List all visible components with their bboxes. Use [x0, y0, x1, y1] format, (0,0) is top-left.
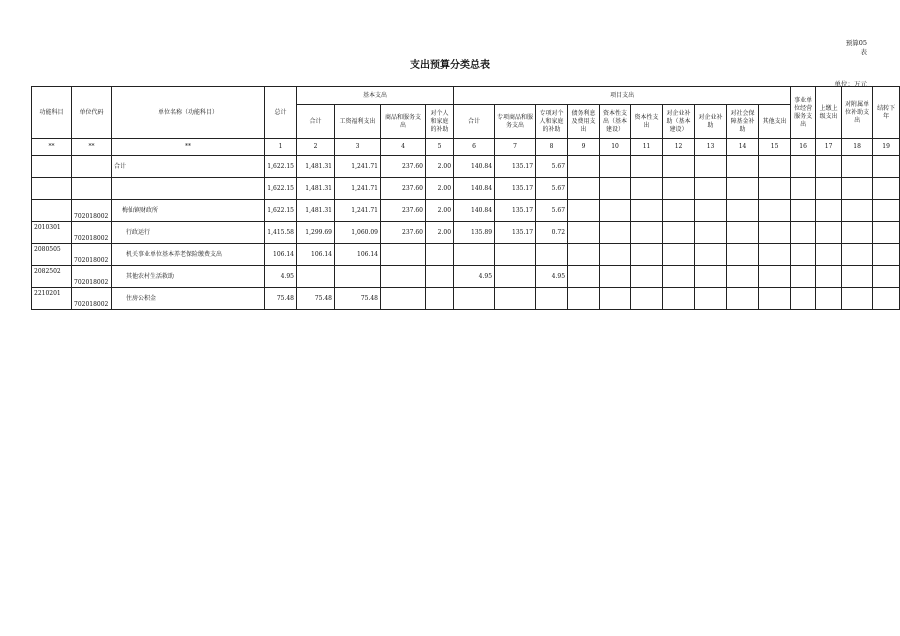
amount-cell	[759, 178, 791, 200]
unit-code-cell	[72, 178, 112, 200]
amount-cell	[631, 200, 663, 222]
amount-cell	[873, 200, 900, 222]
unit-name-cell: 梅仙镇财政所	[112, 200, 265, 222]
amount-cell	[695, 222, 727, 244]
header-project-personal: 专项对个人和家庭的补助	[536, 105, 568, 139]
amount-cell: 1,481.31	[297, 178, 335, 200]
unit-name-cell: 住房公积金	[112, 288, 265, 310]
column-number-cell: **	[112, 139, 265, 156]
amount-cell	[816, 156, 842, 178]
amount-cell: 1,241.71	[335, 178, 381, 200]
amount-cell	[600, 200, 631, 222]
amount-cell	[568, 244, 600, 266]
func-code-cell: 2210201	[32, 288, 72, 310]
column-number-cell: 14	[727, 139, 759, 156]
amount-cell	[568, 222, 600, 244]
header-project-other: 其他支出	[759, 105, 791, 139]
amount-cell	[297, 266, 335, 288]
form-code	[846, 39, 867, 57]
column-number-cell: 13	[695, 139, 727, 156]
amount-cell	[842, 288, 873, 310]
header-basic: 基本支出	[297, 87, 454, 105]
amount-cell: 1,241.71	[335, 156, 381, 178]
unit-code-cell: 702018002	[72, 222, 112, 244]
amount-cell	[759, 288, 791, 310]
amount-cell	[695, 288, 727, 310]
column-number-cell: 5	[426, 139, 454, 156]
amount-cell: 4.95	[454, 266, 495, 288]
column-number-cell: 18	[842, 139, 873, 156]
amount-cell: 2.00	[426, 156, 454, 178]
amount-cell	[663, 178, 695, 200]
amount-cell: 1,622.15	[265, 178, 297, 200]
amount-cell	[816, 178, 842, 200]
amount-cell	[663, 288, 695, 310]
amount-cell: 237.60	[381, 156, 426, 178]
amount-cell	[727, 178, 759, 200]
column-number-cell: 16	[791, 139, 816, 156]
table-row	[32, 288, 900, 310]
amount-cell	[873, 266, 900, 288]
amount-cell	[759, 200, 791, 222]
amount-cell	[727, 200, 759, 222]
amount-cell	[426, 288, 454, 310]
amount-cell: 135.17	[495, 178, 536, 200]
amount-cell	[663, 200, 695, 222]
unit-name-cell: 行政运行	[112, 222, 265, 244]
unit-name-cell: 合计	[112, 156, 265, 178]
column-number-cell: 7	[495, 139, 536, 156]
header-basic-wage: 工资福利支出	[335, 105, 381, 139]
amount-cell	[873, 288, 900, 310]
amount-cell	[568, 266, 600, 288]
amount-cell	[631, 288, 663, 310]
amount-cell	[381, 244, 426, 266]
amount-cell	[759, 156, 791, 178]
amount-cell	[816, 244, 842, 266]
amount-cell	[695, 266, 727, 288]
amount-cell	[842, 266, 873, 288]
amount-cell	[631, 266, 663, 288]
header-unit-code: 单位代码	[72, 87, 112, 139]
amount-cell: 1,481.31	[297, 200, 335, 222]
amount-cell: 75.48	[265, 288, 297, 310]
column-number-cell: 19	[873, 139, 900, 156]
amount-cell	[663, 156, 695, 178]
amount-cell: 135.89	[454, 222, 495, 244]
amount-cell	[600, 266, 631, 288]
amount-cell	[568, 288, 600, 310]
amount-cell: 140.84	[454, 178, 495, 200]
unit-code-cell: 702018002	[72, 288, 112, 310]
header-total: 总计	[265, 87, 297, 139]
amount-cell	[727, 156, 759, 178]
amount-cell: 106.14	[297, 244, 335, 266]
unit-name-cell	[112, 178, 265, 200]
column-number-cell: 11	[631, 139, 663, 156]
header-basic-sum: 合计	[297, 105, 335, 139]
header-project-capital-base: 资本性支出（基本建设）	[600, 105, 631, 139]
amount-cell	[663, 222, 695, 244]
func-code-cell: 2010301	[32, 222, 72, 244]
unit-label: 单位：万元	[834, 80, 867, 88]
amount-cell	[631, 244, 663, 266]
table-row	[32, 266, 900, 288]
header-carry-next: 结转下年	[873, 87, 900, 139]
form-code-line2: 表	[860, 48, 867, 56]
amount-cell	[842, 178, 873, 200]
amount-cell: 2.00	[426, 222, 454, 244]
header-project-sum: 合计	[454, 105, 495, 139]
column-number-row	[32, 139, 900, 156]
amount-cell	[791, 200, 816, 222]
amount-cell	[600, 288, 631, 310]
unit-name-cell: 机关事业单位基本养老保险缴费支出	[112, 244, 265, 266]
amount-cell	[568, 200, 600, 222]
amount-cell: 1,241.71	[335, 200, 381, 222]
table-body	[32, 156, 900, 310]
table-row	[32, 178, 900, 200]
expenditure-table	[31, 86, 900, 310]
amount-cell: 237.60	[381, 222, 426, 244]
func-code-cell: 2082502	[32, 266, 72, 288]
amount-cell	[426, 244, 454, 266]
column-number-cell: 9	[568, 139, 600, 156]
amount-cell	[727, 288, 759, 310]
amount-cell: 135.17	[495, 222, 536, 244]
amount-cell: 1,415.58	[265, 222, 297, 244]
amount-cell: 5.67	[536, 178, 568, 200]
form-code-line1: 预算05	[845, 39, 867, 47]
amount-cell	[759, 244, 791, 266]
table-row	[32, 222, 900, 244]
amount-cell	[695, 178, 727, 200]
amount-cell	[873, 178, 900, 200]
amount-cell	[631, 178, 663, 200]
amount-cell	[663, 244, 695, 266]
header-unit-name: 单位名称（功能科目）	[112, 87, 265, 139]
column-number-cell: **	[72, 139, 112, 156]
amount-cell	[791, 178, 816, 200]
amount-cell	[600, 156, 631, 178]
header-project-social: 对社会保障基金补助	[727, 105, 759, 139]
table-row	[32, 156, 900, 178]
amount-cell	[631, 156, 663, 178]
amount-cell	[727, 244, 759, 266]
amount-cell	[727, 266, 759, 288]
header-sub-subsidy: 对附属单位补助支出	[842, 87, 873, 139]
header-project: 项目支出	[454, 87, 791, 105]
amount-cell	[381, 266, 426, 288]
unit-code-cell: 702018002	[72, 244, 112, 266]
amount-cell: 106.14	[265, 244, 297, 266]
amount-cell: 1,299.69	[297, 222, 335, 244]
column-number-cell: 4	[381, 139, 426, 156]
amount-cell: 1,622.15	[265, 156, 297, 178]
amount-cell	[426, 266, 454, 288]
header-project-ent-base: 对企业补助（基本建设）	[663, 105, 695, 139]
table-row	[32, 244, 900, 266]
column-number-cell: 6	[454, 139, 495, 156]
amount-cell: 2.00	[426, 178, 454, 200]
amount-cell	[631, 222, 663, 244]
header-biz-op: 事业单位经营服务支出	[791, 87, 816, 139]
amount-cell	[600, 178, 631, 200]
amount-cell	[695, 200, 727, 222]
amount-cell: 1,060.09	[335, 222, 381, 244]
column-number-cell: **	[32, 139, 72, 156]
unit-code-cell: 702018002	[72, 200, 112, 222]
amount-cell	[842, 222, 873, 244]
header-project-capital: 资本性支出	[631, 105, 663, 139]
amount-cell: 5.67	[536, 200, 568, 222]
amount-cell: 75.48	[335, 288, 381, 310]
amount-cell	[536, 288, 568, 310]
amount-cell	[495, 244, 536, 266]
amount-cell	[727, 222, 759, 244]
amount-cell	[791, 288, 816, 310]
amount-cell	[495, 266, 536, 288]
amount-cell	[381, 288, 426, 310]
column-number-cell: 15	[759, 139, 791, 156]
amount-cell: 135.17	[495, 156, 536, 178]
column-number-cell: 3	[335, 139, 381, 156]
amount-cell: 4.95	[536, 266, 568, 288]
func-code-cell	[32, 178, 72, 200]
amount-cell: 1,481.31	[297, 156, 335, 178]
column-number-cell: 12	[663, 139, 695, 156]
amount-cell	[873, 156, 900, 178]
amount-cell: 237.60	[381, 178, 426, 200]
amount-cell: 4.95	[265, 266, 297, 288]
amount-cell	[495, 288, 536, 310]
column-number-cell: 1	[265, 139, 297, 156]
amount-cell	[816, 288, 842, 310]
header-project-goods: 专项商品和服务支出	[495, 105, 536, 139]
amount-cell: 237.60	[381, 200, 426, 222]
amount-cell	[791, 156, 816, 178]
amount-cell	[536, 244, 568, 266]
amount-cell: 140.84	[454, 200, 495, 222]
amount-cell	[568, 178, 600, 200]
page-title: 支出预算分类总表	[410, 60, 490, 71]
header-basic-goods: 商品和服务支出	[381, 105, 426, 139]
amount-cell: 75.48	[297, 288, 335, 310]
func-code-cell	[32, 156, 72, 178]
func-code-cell: 2080505	[32, 244, 72, 266]
amount-cell	[454, 244, 495, 266]
header-upper-pay: 上缴上级支出	[816, 87, 842, 139]
func-code-cell	[32, 200, 72, 222]
amount-cell	[568, 156, 600, 178]
amount-cell	[816, 222, 842, 244]
column-number-cell: 17	[816, 139, 842, 156]
amount-cell	[600, 244, 631, 266]
amount-cell	[600, 222, 631, 244]
amount-cell	[695, 244, 727, 266]
amount-cell	[791, 222, 816, 244]
amount-cell: 1,622.15	[265, 200, 297, 222]
table-row	[32, 200, 900, 222]
column-number-cell: 10	[600, 139, 631, 156]
amount-cell	[695, 156, 727, 178]
amount-cell	[759, 222, 791, 244]
amount-cell	[791, 266, 816, 288]
column-number-cell: 2	[297, 139, 335, 156]
amount-cell: 2.00	[426, 200, 454, 222]
amount-cell	[454, 288, 495, 310]
header-func-subject: 功能科目	[32, 87, 72, 139]
amount-cell: 0.72	[536, 222, 568, 244]
amount-cell: 5.67	[536, 156, 568, 178]
amount-cell	[873, 222, 900, 244]
amount-cell	[816, 200, 842, 222]
amount-cell	[842, 244, 873, 266]
amount-cell	[842, 156, 873, 178]
amount-cell	[842, 200, 873, 222]
amount-cell: 135.17	[495, 200, 536, 222]
amount-cell	[759, 266, 791, 288]
amount-cell	[873, 244, 900, 266]
unit-code-cell: 702018002	[72, 266, 112, 288]
column-number-cell: 8	[536, 139, 568, 156]
unit-code-cell	[72, 156, 112, 178]
amount-cell	[791, 244, 816, 266]
amount-cell: 140.84	[454, 156, 495, 178]
header-basic-personal: 对个人和家庭的补助	[426, 105, 454, 139]
unit-name-cell: 其他农村生活救助	[112, 266, 265, 288]
header-project-debt: 债务利息及费用支出	[568, 105, 600, 139]
amount-cell	[816, 266, 842, 288]
amount-cell	[335, 266, 381, 288]
amount-cell: 106.14	[335, 244, 381, 266]
amount-cell	[663, 266, 695, 288]
header-project-ent: 对企业补助	[695, 105, 727, 139]
